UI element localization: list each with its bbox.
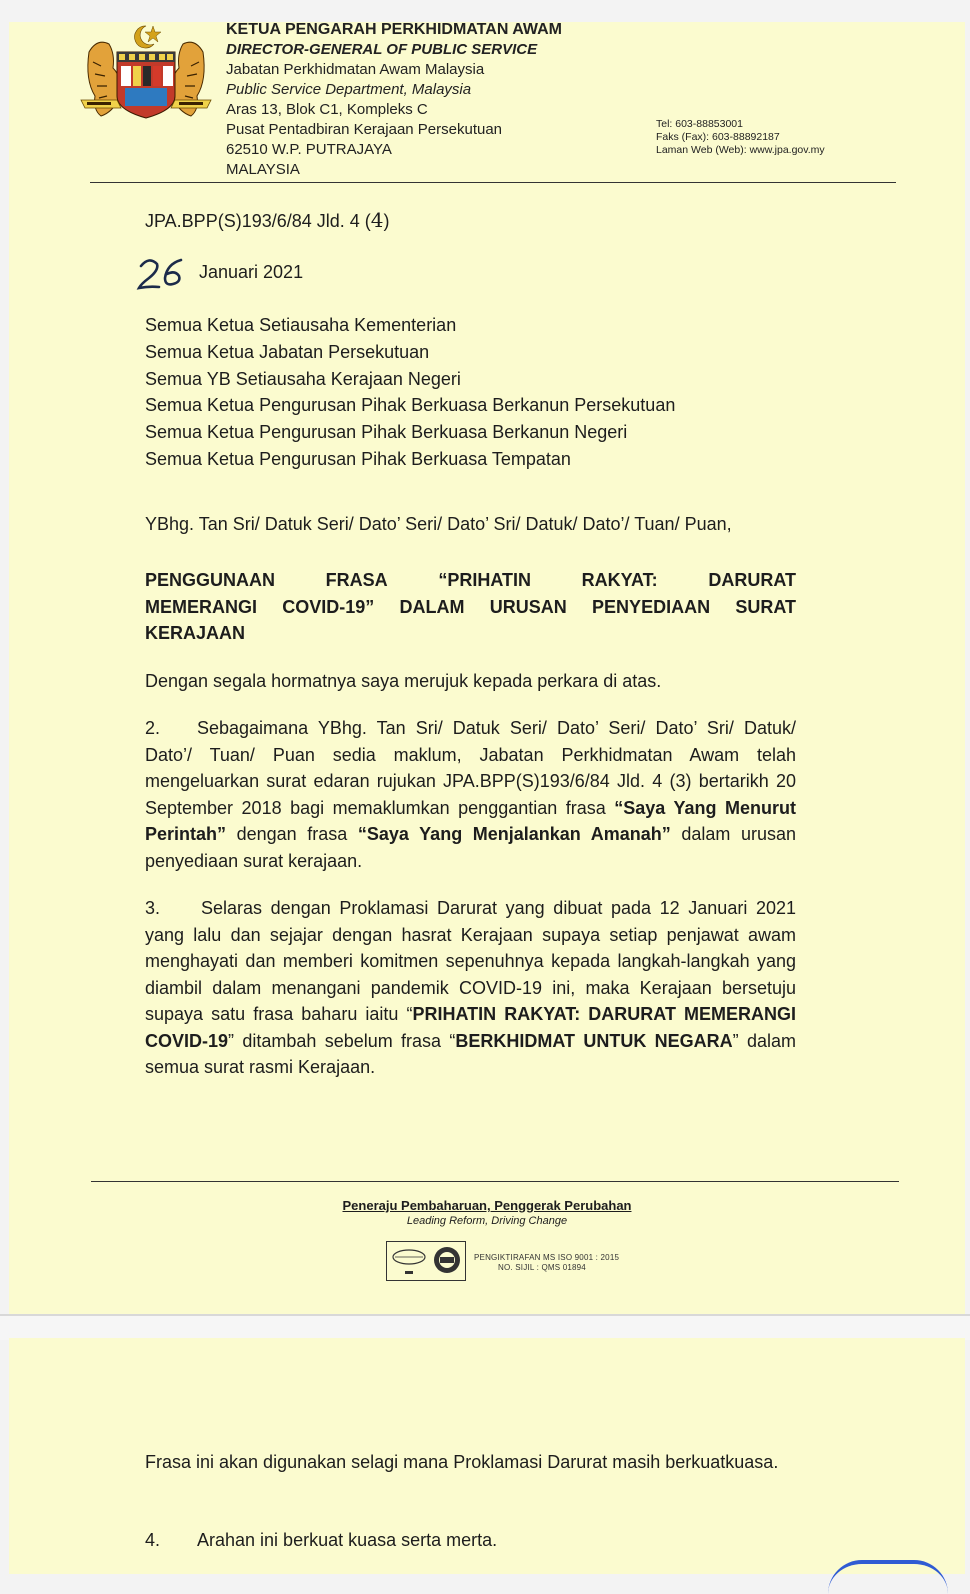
subject-word: PENGGUNAAN bbox=[145, 570, 276, 590]
address-line: Aras 13, Blok C1, Kompleks C bbox=[226, 101, 428, 118]
recipient: Semua Ketua Pengurusan Pihak Berkuasa Tempatan bbox=[145, 448, 571, 469]
contact-info bbox=[656, 118, 825, 157]
header-rule bbox=[90, 182, 896, 183]
subject-word: SURAT bbox=[735, 596, 796, 617]
address-line: MALAYSIA bbox=[226, 161, 300, 178]
handwritten-digit: 4 bbox=[370, 208, 384, 232]
paragraph-3: 3. Selaras dengan Proklamasi Darurat yang dibuat pada 12 Januari 2021 yang lalu dan sejajar dengan hasrat Kerajaan supaya setiap penjawat awam menghayati dan memberi komitmen sepenuhnya kepada langkah-langkah yang diambil dalam menangani pandemik COVID-19 ini, maka Kerajaan bersetuju supaya satu frasa baharu iaitu “PRIHATIN RAKYAT: DARURAT MEMERANGI COVID-19” ditambah sebelum frasa “BERKHIDMAT UNTUK NEGARA” dalam semua surat rasmi Kerajaan. bbox=[145, 895, 796, 1081]
address-line: 62510 W.P. PUTRAJAYA bbox=[226, 141, 392, 158]
subject-word: DALAM bbox=[399, 596, 465, 617]
handwritten-day bbox=[135, 254, 187, 290]
recipient: Semua Ketua Setiausaha Kementerian bbox=[145, 315, 457, 335]
scroll-indicator bbox=[828, 1560, 948, 1594]
paragraph-number: 4. bbox=[145, 1530, 161, 1550]
header-title-en: DIRECTOR-GENERAL OF PUBLIC SERVICE bbox=[226, 41, 538, 58]
subject-word: RAKYAT: bbox=[581, 570, 658, 590]
recipient: Semua Ketua Pengurusan Pihak Berkuasa Berkanun Negeri bbox=[145, 422, 628, 443]
recipient-list bbox=[145, 312, 675, 473]
iso-certification-icon bbox=[387, 1242, 465, 1280]
letter-date bbox=[135, 254, 303, 290]
date-text: Januari 2021 bbox=[199, 261, 304, 282]
paragraph-1: Dengan segala hormatnya saya merujuk kepada perkara di atas. bbox=[145, 671, 662, 691]
recipient: Semua YB Setiausaha Kerajaan Negeri bbox=[145, 368, 461, 389]
telephone: Tel: 603-88853001 bbox=[656, 118, 743, 130]
paragraph-number: 3. bbox=[145, 898, 161, 918]
recipient: Semua Ketua Pengurusan Pihak Berkuasa Berkanun Persekutuan bbox=[145, 395, 676, 416]
subject-word: “PRIHATIN bbox=[438, 570, 531, 590]
department-name: Jabatan Perkhidmatan Awam Malaysia bbox=[226, 61, 485, 78]
recipient: Semua Ketua Jabatan Persekutuan bbox=[145, 341, 430, 362]
subject-word: FRASA bbox=[325, 570, 388, 590]
quality-certification-logo bbox=[386, 1241, 466, 1281]
svg-text:26: 26 bbox=[135, 254, 137, 255]
paragraph-2: 2. Sebagaimana YBhg. Tan Sri/ Datuk Seri/ Dato’ Seri/ Dato’ Sri/ Datuk/ Dato’/ Tuan/ Puan sedia maklum, Jabatan Perkhidmatan Awam telah mengeluarkan surat edaran rujukan JPA.BPP(S)193/6/84 Jld. 4 (3) bertarikh 20 September 2018 bagi memaklumkan penggantian frasa “Saya Yang Menurut Perintah” dengan frasa “Saya Yang Menjalankan Amanah” dalam urusan penyediaan surat kerajaan. bbox=[145, 715, 796, 874]
subject-word: PENYEDIAAN bbox=[592, 596, 711, 617]
subject-word: MEMERANGI bbox=[145, 596, 257, 617]
page-separator bbox=[0, 1314, 970, 1340]
subject-word: KERAJAAN bbox=[145, 623, 246, 643]
footer-tagline bbox=[9, 1198, 965, 1227]
department-name-en: Public Service Department, Malaysia bbox=[226, 81, 472, 98]
website: Laman Web (Web): www.jpa.gov.my bbox=[656, 144, 825, 156]
subject-word: DARURAT bbox=[708, 570, 796, 590]
salutation: YBhg. Tan Sri/ Datuk Seri/ Dato’ Seri/ Dato’ Sri/ Datuk/ Dato’/ Tuan/ Puan, bbox=[145, 514, 732, 534]
fax: Faks (Fax): 603-88892187 bbox=[656, 131, 780, 143]
letter-subject bbox=[145, 567, 796, 647]
coat-of-arms-icon bbox=[79, 22, 213, 132]
certification-text: PENGIKTIRAFAN MS ISO 9001 : 2015 NO. SIJIL : QMS 01894 bbox=[474, 1253, 620, 1272]
organization-header bbox=[226, 20, 562, 180]
paragraph-4: 4. Arahan ini berkuat kuasa serta merta. bbox=[145, 1530, 498, 1550]
address-line: Pusat Pentadbiran Kerajaan Persekutuan bbox=[226, 121, 503, 138]
header-title: KETUA PENGARAH PERKHIDMATAN AWAM bbox=[226, 21, 562, 38]
paragraph-continuation: Frasa ini akan digunakan selagi mana Proklamasi Darurat masih berkuatkuasa. bbox=[145, 1452, 779, 1472]
tagline-en: Leading Reform, Driving Change bbox=[406, 1215, 568, 1227]
paragraph-number: 2. bbox=[145, 718, 161, 738]
tagline-ms: Peneraju Pembaharuan, Penggerak Perubahan bbox=[342, 1198, 632, 1213]
subject-word: COVID-19” bbox=[282, 596, 375, 617]
subject-word: URUSAN bbox=[489, 596, 567, 617]
reference-number: JPA.BPP(S)193/6/84 Jld. 4 (4) bbox=[145, 208, 390, 232]
footer-rule bbox=[91, 1181, 899, 1182]
